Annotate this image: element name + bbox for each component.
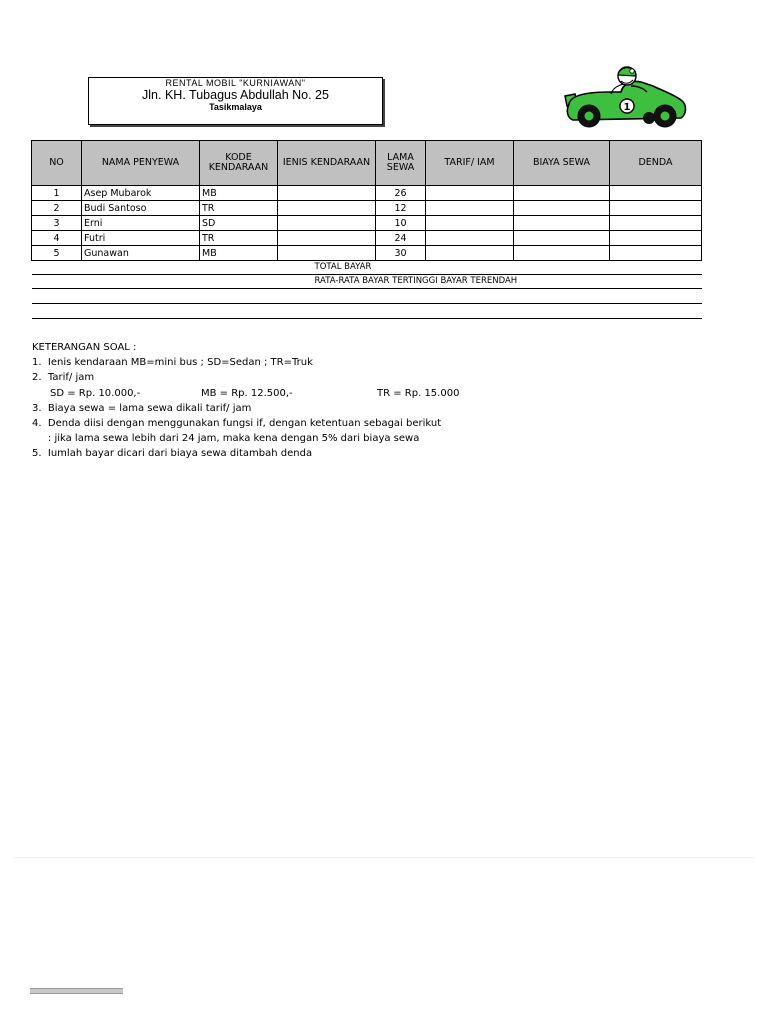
cell-jenis (278, 186, 376, 201)
table-header-row (32, 141, 702, 186)
cell-kode: TR (200, 231, 278, 246)
note-item-1: 1. Ienis kendaraan MB=mini bus ; SD=Sedan ; TR=Truk (32, 357, 313, 369)
cell-biaya (514, 246, 610, 261)
cell-kode: SD (200, 216, 278, 231)
cell-nama: Futri (82, 231, 200, 246)
cell-jenis (278, 201, 376, 216)
cell-kode: MB (200, 246, 278, 261)
cell-lama: 12 (376, 201, 426, 216)
cell-biaya (514, 231, 610, 246)
col-lama-sewa: LAMA SEWA (376, 141, 426, 186)
rental-table (31, 140, 702, 319)
table-row (32, 231, 702, 246)
cell-tarif (426, 246, 514, 261)
note-item-4: 4. Denda diisi dengan menggunakan fungsi if, dengan ketentuan sebagai berikut (32, 418, 442, 429)
car-number: 1 (623, 102, 631, 113)
cell-denda (610, 231, 702, 246)
cell-biaya (514, 186, 610, 201)
table-row (32, 186, 702, 201)
cell-kode: TR (200, 201, 278, 216)
company-name: RENTAL MOBIL "KURNIAWAN" (165, 78, 306, 88)
cell-jenis (278, 246, 376, 261)
tarif-list (32, 386, 460, 401)
blank-row (32, 289, 702, 304)
cell-biaya (514, 216, 610, 231)
col-nama-penyewa: NAMA PENYEWA (82, 141, 200, 186)
horizontal-scrollbar[interactable] (30, 988, 123, 994)
stats-row (32, 275, 702, 289)
total-bayar-label: TOTAL BAYAR (32, 261, 702, 275)
cell-denda (610, 216, 702, 231)
cell-nama: Gunawan (82, 246, 200, 261)
cell-kode: MB (200, 186, 278, 201)
col-kode-kendaraan: KODE KENDARAAN (200, 141, 278, 186)
col-denda: DENDA (610, 141, 702, 186)
cell-denda (610, 186, 702, 201)
notes-title: KETERANGAN SOAL : (32, 342, 137, 353)
cell-denda (610, 201, 702, 216)
tarif-sd: SD = Rp. 10.000,- (50, 387, 141, 399)
cell-lama: 10 (376, 216, 426, 231)
col-no: NO (32, 141, 82, 186)
company-address: Jln. KH. Tubagus Abdullah No. 25 (142, 88, 329, 102)
note-item-4-detail: : jika lama sewa lebih dari 24 jam, maka kena dengan 5% dari biaya sewa (32, 433, 420, 445)
table-row (32, 201, 702, 216)
race-car-icon (561, 64, 691, 130)
cell-no: 5 (32, 246, 82, 261)
cell-lama: 30 (376, 246, 426, 261)
blank-row (32, 304, 702, 319)
cell-no: 3 (32, 216, 82, 231)
cell-jenis (278, 216, 376, 231)
cell-tarif (426, 216, 514, 231)
cell-no: 1 (32, 186, 82, 201)
table-row (32, 246, 702, 261)
problem-notes (32, 340, 460, 462)
cell-lama: 24 (376, 231, 426, 246)
cell-biaya (514, 201, 610, 216)
cell-jenis (278, 231, 376, 246)
note-item-3: 3. Biaya sewa = lama sewa dikali tarif/ jam (32, 402, 252, 414)
table-row (32, 216, 702, 231)
cell-lama: 26 (376, 186, 426, 201)
cell-nama: Erni (82, 216, 200, 231)
col-tarif-jam: TARIF/ IAM (426, 141, 514, 186)
note-item-5: 5. Iumlah bayar dicari dari biaya sewa ditambah denda (32, 448, 313, 460)
cell-tarif (426, 231, 514, 246)
cell-nama: Asep Mubarok (82, 186, 200, 201)
note-item-2: 2. Tarif/ jam (32, 372, 95, 384)
tarif-mb: MB = Rp. 12.500,- (201, 387, 293, 399)
cell-tarif (426, 186, 514, 201)
company-city: Tasikmalaya (209, 102, 262, 112)
cell-denda (610, 246, 702, 261)
cell-no: 2 (32, 201, 82, 216)
company-header (88, 77, 383, 125)
total-bayar-row (32, 261, 702, 275)
page-divider (14, 857, 754, 858)
col-biaya-sewa: BIAYA SEWA (514, 141, 610, 186)
cell-no: 4 (32, 231, 82, 246)
cell-nama: Budi Santoso (82, 201, 200, 216)
tarif-tr: TR = Rp. 15.000 (377, 387, 460, 399)
col-jenis-kendaraan: IENIS KENDARAAN (278, 141, 376, 186)
cell-tarif (426, 201, 514, 216)
stats-label: RATA-RATA BAYAR TERTINGGI BAYAR TERENDAH (32, 275, 702, 289)
